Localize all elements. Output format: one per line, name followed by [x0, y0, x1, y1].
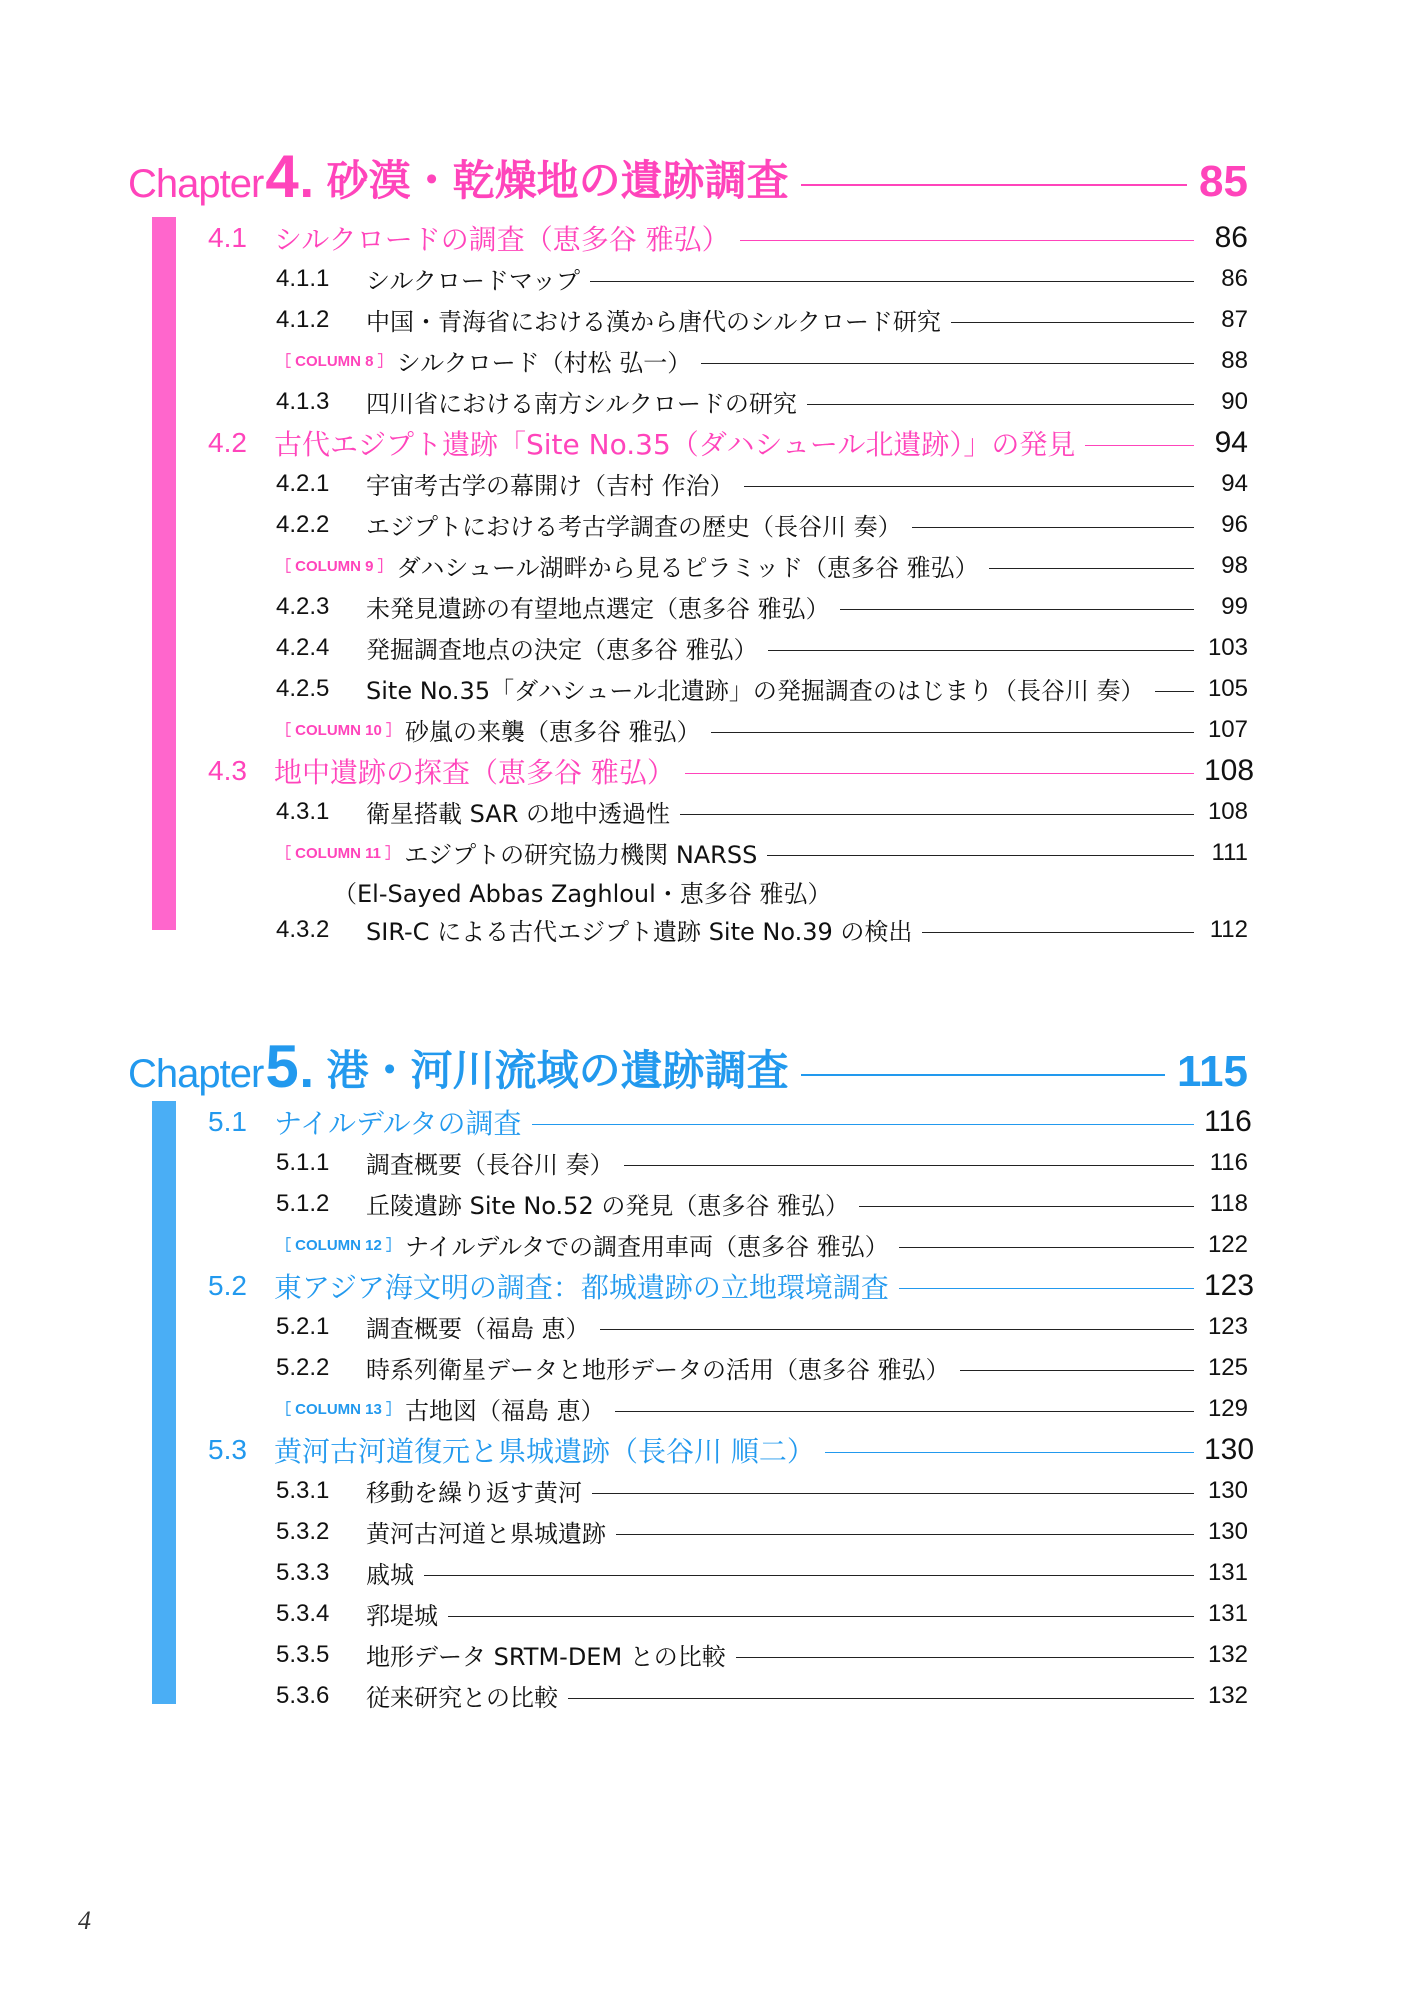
- entry-page: 108: [1207, 797, 1248, 825]
- chapter-title: 港・河川流域の遺跡調査: [326, 1046, 789, 1095]
- toc-section[interactable]: [208, 1429, 1255, 1470]
- entry-number: 4.1: [208, 221, 247, 253]
- leader-line: [448, 1616, 1194, 1617]
- entry-number: 5.3.5: [276, 1640, 330, 1668]
- entry-title: 東アジア海文明の調査：都城遺跡の立地環境調査: [274, 1270, 889, 1304]
- leader-line: [616, 1534, 1194, 1535]
- entry-title: 郛堤城: [366, 1602, 438, 1630]
- entry-page: 98: [1221, 551, 1248, 579]
- leader-line: [899, 1288, 1194, 1289]
- page-folio: 4: [78, 1906, 91, 1935]
- toc-section[interactable]: [208, 750, 1255, 791]
- toc-section[interactable]: [208, 1101, 1252, 1142]
- toc-subsection[interactable]: [208, 299, 1248, 340]
- entry-title: 地形データ SRTM-DEM との比較: [366, 1643, 726, 1671]
- entry-page: 88: [1221, 346, 1248, 374]
- entry-label: [276, 835, 1204, 870]
- chapter-number: 4: [265, 143, 299, 210]
- entry-label: [276, 507, 1204, 542]
- entry-title: Site No.35「ダハシュール北遺跡」の発掘調査のはじまり（長谷川 奏）: [366, 677, 1145, 705]
- leader-line: [740, 240, 1194, 241]
- entry-page: 107: [1207, 715, 1248, 743]
- column-tag: ［ COLUMN 8 ］: [276, 353, 393, 370]
- entry-number: 4.2.1: [276, 469, 330, 497]
- leader-line: [424, 1575, 1194, 1576]
- chapter-4-block: [128, 140, 1255, 946]
- entry-title: 古地図（福島 恵）: [405, 1397, 605, 1425]
- entry-page: 86: [1214, 220, 1248, 254]
- leader-line: [680, 814, 1194, 815]
- leader-line: [807, 404, 1194, 405]
- chapter-color-bar: [152, 217, 176, 930]
- toc-subsection[interactable]: [208, 381, 1248, 422]
- toc-subsection[interactable]: [208, 258, 1248, 299]
- toc-subsection[interactable]: [208, 1470, 1248, 1511]
- toc-subsection[interactable]: [208, 668, 1248, 709]
- entry-label: [276, 630, 1204, 665]
- chapter-page: 115: [1177, 1047, 1248, 1096]
- chapter-page: 85: [1199, 157, 1248, 206]
- leader-line: [615, 1411, 1194, 1412]
- entry-title: シルクロード（村松 弘一）: [396, 349, 692, 377]
- leader-line: [951, 322, 1194, 323]
- leader-line: [767, 855, 1194, 856]
- entry-number: 5.2.1: [276, 1312, 330, 1340]
- entry-number: 4.1.2: [276, 305, 330, 333]
- entry-label: [276, 343, 1204, 378]
- leader-line: [801, 184, 1187, 186]
- chapter-5-block: [128, 1030, 1255, 1712]
- entry-label: [208, 1266, 1204, 1306]
- toc-entries: [208, 217, 1255, 950]
- toc-subsection[interactable]: [208, 1593, 1248, 1634]
- entry-page: 87: [1221, 305, 1248, 333]
- leader-line: [600, 1329, 1194, 1330]
- column-tag: ［ COLUMN 9 ］: [276, 558, 393, 575]
- entry-title: 発掘調査地点の決定（恵多谷 雅弘）: [366, 636, 758, 664]
- toc-subsection[interactable]: [208, 1306, 1248, 1347]
- entry-page: 94: [1221, 469, 1248, 497]
- leader-line: [736, 1657, 1194, 1658]
- entry-number: 4.2.2: [276, 510, 330, 538]
- entry-page: 108: [1204, 753, 1255, 787]
- entry-number: 5.2.2: [276, 1353, 330, 1381]
- entry-label: [276, 712, 1204, 747]
- entry-label: [276, 384, 1204, 419]
- entry-number: 5.3.3: [276, 1558, 330, 1586]
- toc-section[interactable]: [208, 422, 1248, 463]
- toc-section[interactable]: [208, 217, 1248, 258]
- entry-title: 黄河古河道と県城遺跡: [366, 1520, 606, 1548]
- column-tag: ［ COLUMN 12 ］: [276, 1237, 402, 1254]
- entry-title: エジプトにおける考古学調査の歴史（長谷川 奏）: [366, 513, 902, 541]
- entry-number: 4.1.1: [276, 264, 330, 292]
- entry-number: 4.2.5: [276, 674, 330, 702]
- entry-title: エジプトの研究協力機関 NARSS: [404, 841, 758, 869]
- toc-column[interactable]: [208, 1224, 1248, 1265]
- leader-line: [624, 1165, 1194, 1166]
- entry-label: [276, 1350, 1204, 1385]
- entry-number: 4.3: [208, 754, 247, 786]
- entry-title: 調査概要（福島 恵）: [366, 1315, 590, 1343]
- entry-label: [276, 1391, 1204, 1426]
- toc-subsection[interactable]: [208, 504, 1248, 545]
- entry-label: [276, 1514, 1204, 1549]
- chapter-number: 5: [265, 1033, 299, 1100]
- toc-entries: [208, 1101, 1255, 1716]
- column-tag: ［ COLUMN 13 ］: [276, 1401, 402, 1418]
- entry-number: 4.2.4: [276, 633, 330, 661]
- toc-subsection[interactable]: [208, 627, 1248, 668]
- toc-column[interactable]: [208, 1388, 1248, 1429]
- entry-title: 黄河古河道復元と県城遺跡（長谷川 順二）: [274, 1434, 815, 1468]
- entry-label: [276, 548, 1204, 583]
- chapter-word: Chapter: [128, 162, 264, 206]
- column-tag: ［ COLUMN 10 ］: [276, 722, 402, 739]
- entry-title: 砂嵐の来襲（恵多谷 雅弘）: [405, 718, 701, 746]
- entry-number: 4.2.3: [276, 592, 330, 620]
- entry-page: 123: [1204, 1268, 1255, 1302]
- entry-page: 130: [1207, 1476, 1248, 1504]
- chapter-5-heading: [128, 1030, 1248, 1100]
- leader-line: [960, 1370, 1194, 1371]
- column-continuation: （El-Sayed Abbas Zaghloul・恵多谷 雅弘）: [333, 879, 832, 908]
- chapter-word: Chapter: [128, 1052, 264, 1096]
- entry-page: 103: [1207, 633, 1248, 661]
- entry-page: 86: [1221, 264, 1248, 292]
- entry-page: 99: [1221, 592, 1248, 620]
- entry-page: 132: [1207, 1640, 1248, 1668]
- leader-line: [701, 363, 1194, 364]
- entry-number: 4.2: [208, 426, 247, 458]
- entry-page: 116: [1209, 1148, 1248, 1176]
- entry-label: [276, 794, 1204, 829]
- leader-line: [590, 281, 1194, 282]
- leader-line: [711, 732, 1194, 733]
- entry-page: 111: [1211, 838, 1248, 866]
- entry-title: SIR-C による古代エジプト遺跡 Site No.39 の検出: [366, 918, 913, 946]
- entry-label: [276, 589, 1204, 624]
- leader-line: [912, 527, 1194, 528]
- entry-page: 130: [1207, 1517, 1248, 1545]
- entry-title: 丘陵遺跡 Site No.52 の発見（恵多谷 雅弘）: [366, 1192, 849, 1220]
- entry-label: [276, 466, 1204, 501]
- entry-title: 従来研究との比較: [366, 1684, 558, 1712]
- entry-label: [276, 1145, 1204, 1180]
- entry-label: [276, 1678, 1204, 1713]
- entry-label: [208, 1430, 1204, 1470]
- entry-page: 96: [1221, 510, 1248, 538]
- toc-column[interactable]: [208, 709, 1248, 750]
- entry-title: 衛星搭載 SAR の地中透過性: [366, 800, 671, 828]
- entry-number: 5.2: [208, 1269, 247, 1301]
- entry-label: [276, 1555, 1204, 1590]
- entry-title: ダハシュール湖畔から見るピラミッド（恵多谷 雅弘）: [396, 554, 979, 582]
- entry-label: [276, 912, 1204, 947]
- leader-line: [532, 1124, 1194, 1125]
- entry-title: 移動を繰り返す黄河: [366, 1479, 582, 1507]
- leader-line: [989, 568, 1194, 569]
- chapter-color-bar: [152, 1101, 176, 1704]
- entry-number: 5.3.1: [276, 1476, 330, 1504]
- entry-number: 5.1.2: [276, 1189, 330, 1217]
- entry-number: 4.3.2: [276, 915, 330, 943]
- entry-label: [208, 751, 1204, 791]
- entry-title: 宇宙考古学の幕開け（吉村 作治）: [366, 472, 734, 500]
- entry-title: 地中遺跡の探査（恵多谷 雅弘）: [274, 755, 675, 789]
- entry-page: 123: [1207, 1312, 1248, 1340]
- entry-page: 125: [1207, 1353, 1248, 1381]
- leader-line: [825, 1452, 1194, 1453]
- column-tag: ［ COLUMN 11 ］: [276, 845, 401, 862]
- entry-number: 4.3.1: [276, 797, 330, 825]
- entry-title: 調査概要（長谷川 奏）: [366, 1151, 614, 1179]
- entry-label: [276, 1309, 1204, 1344]
- entry-label: [276, 1637, 1204, 1672]
- entry-page: 90: [1221, 387, 1248, 415]
- leader-line: [859, 1206, 1194, 1207]
- entry-page: 118: [1209, 1189, 1248, 1217]
- chapter-title: 砂漠・乾燥地の遺跡調査: [326, 156, 789, 205]
- toc-subsection[interactable]: [208, 791, 1248, 832]
- entry-number: 5.1: [208, 1105, 247, 1137]
- toc-subsection[interactable]: [208, 1142, 1248, 1183]
- leader-line: [685, 773, 1194, 774]
- leader-line: [592, 1493, 1194, 1494]
- toc-subsection[interactable]: [208, 1552, 1248, 1593]
- leader-line: [801, 1074, 1165, 1076]
- entry-number: 5.1.1: [276, 1148, 330, 1176]
- entry-number: 4.1.3: [276, 387, 330, 415]
- entry-page: 112: [1209, 915, 1248, 943]
- toc-column[interactable]: [208, 340, 1248, 381]
- entry-label: [276, 261, 1204, 296]
- leader-line: [1085, 445, 1194, 446]
- leader-line: [922, 932, 1194, 933]
- entry-label: [276, 1227, 1204, 1262]
- toc-column[interactable]: [208, 545, 1248, 586]
- entry-title: 時系列衛星データと地形データの活用（恵多谷 雅弘）: [366, 1356, 950, 1384]
- entry-title: 中国・青海省における漢から唐代のシルクロード研究: [366, 308, 941, 336]
- entry-page: 130: [1204, 1432, 1255, 1466]
- toc-subsection[interactable]: [208, 463, 1248, 504]
- entry-number: 5.3.2: [276, 1517, 330, 1545]
- toc-column[interactable]: [208, 832, 1248, 873]
- entry-label: [208, 218, 1204, 258]
- entry-label: [276, 302, 1204, 337]
- leader-line: [899, 1247, 1194, 1248]
- entry-title: シルクロードの調査（恵多谷 雅弘）: [274, 222, 730, 256]
- toc-subsection[interactable]: [208, 1634, 1248, 1675]
- toc-subsection[interactable]: [208, 1511, 1248, 1552]
- entry-number: 5.3.6: [276, 1681, 330, 1709]
- entry-label: [276, 671, 1204, 706]
- chapter-4-heading: [128, 140, 1248, 210]
- entry-title: 四川省における南方シルクロードの研究: [366, 390, 797, 418]
- entry-title: シルクロードマップ: [366, 267, 580, 295]
- leader-line: [840, 609, 1194, 610]
- leader-line: [1155, 691, 1194, 692]
- chapter-dot: .: [298, 1048, 315, 1097]
- entry-label: [276, 1186, 1204, 1221]
- entry-number: 5.3: [208, 1433, 247, 1465]
- entry-label: [208, 1102, 1204, 1142]
- entry-page: 131: [1207, 1599, 1248, 1627]
- entry-page: 105: [1207, 674, 1248, 702]
- entry-title: 古代エジプト遺跡「Site No.35（ダハシュール北遺跡）」の発見: [274, 427, 1076, 461]
- entry-page: 132: [1207, 1681, 1248, 1709]
- entry-number: 5.3.4: [276, 1599, 330, 1627]
- toc-subsection[interactable]: [208, 1347, 1248, 1388]
- entry-title: 戚城: [366, 1561, 414, 1589]
- leader-line: [568, 1698, 1194, 1699]
- entry-page: 122: [1207, 1230, 1248, 1258]
- chapter-dot: .: [298, 158, 315, 207]
- entry-page: 116: [1204, 1104, 1252, 1138]
- leader-line: [768, 650, 1194, 651]
- entry-label: [276, 1596, 1204, 1631]
- toc-subsection[interactable]: [208, 909, 1248, 950]
- entry-label: [208, 423, 1204, 463]
- toc-subsection[interactable]: [208, 1675, 1248, 1716]
- entry-page: 129: [1207, 1394, 1248, 1422]
- toc-section[interactable]: [208, 1265, 1255, 1306]
- entry-title: ナイルデルタでの調査用車両（恵多谷 雅弘）: [405, 1233, 889, 1261]
- toc-subsection[interactable]: [208, 586, 1248, 627]
- entry-page: 131: [1207, 1558, 1248, 1586]
- entry-label: [276, 1473, 1204, 1508]
- entry-page: 94: [1214, 425, 1248, 459]
- toc-subsection[interactable]: [208, 1183, 1248, 1224]
- entry-title: ナイルデルタの調査: [274, 1106, 522, 1140]
- leader-line: [744, 486, 1194, 487]
- entry-title: 未発見遺跡の有望地点選定（恵多谷 雅弘）: [366, 595, 830, 623]
